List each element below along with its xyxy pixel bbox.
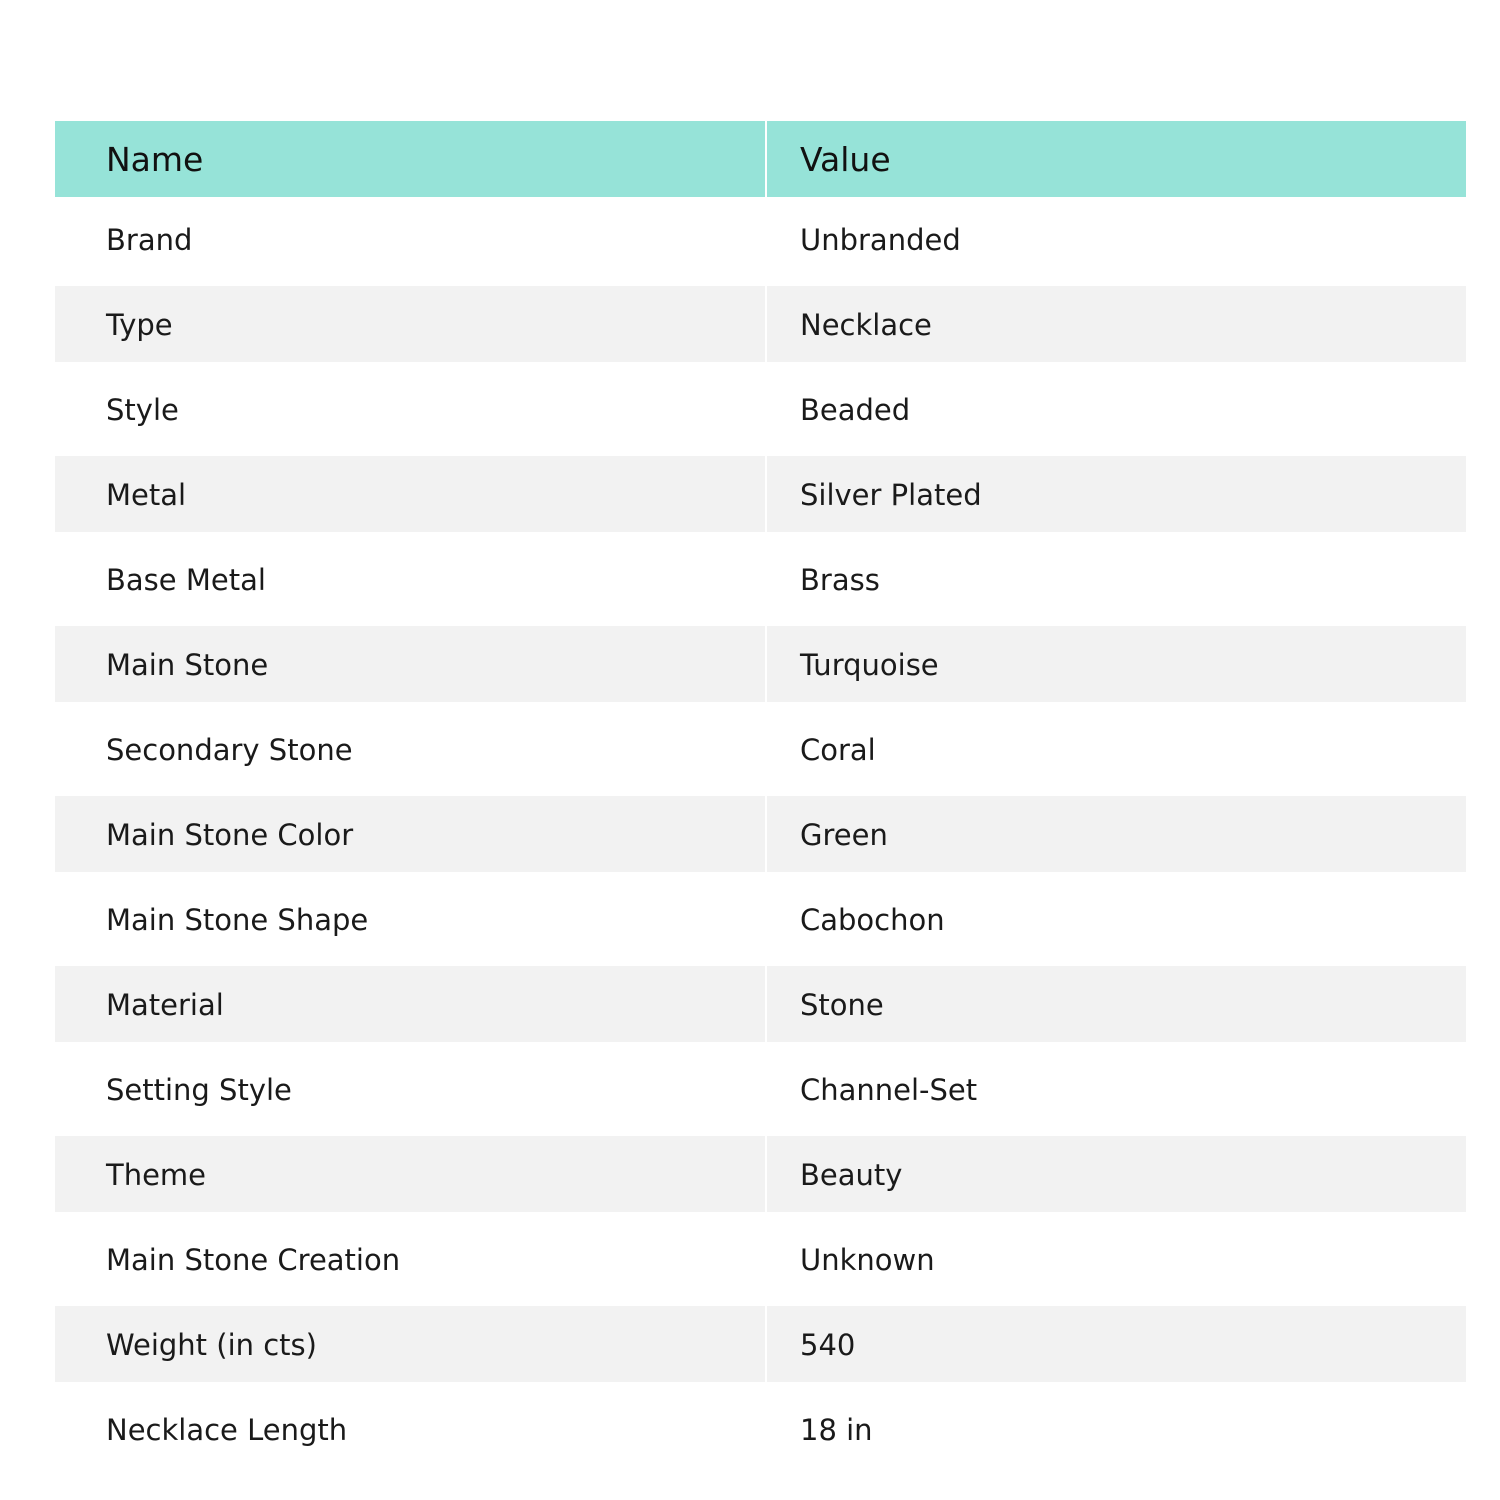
- column-header-value: Value: [766, 121, 1466, 197]
- attribute-value-cell: Brass: [800, 562, 880, 597]
- attribute-name-cell: Main Stone: [55, 622, 766, 707]
- attribute-name-cell: Necklace Length: [55, 1387, 766, 1472]
- attribute-name-cell: Setting Style: [55, 1047, 766, 1132]
- attribute-name-cell: Theme: [55, 1132, 766, 1217]
- attribute-value-cell: Cabochon: [800, 902, 945, 937]
- attribute-name-cell: Style: [55, 367, 766, 452]
- table-row: [55, 792, 1466, 877]
- attribute-name-cell: Metal: [55, 452, 766, 537]
- table-row: [55, 1302, 1466, 1387]
- attribute-name-cell: Type: [55, 282, 766, 367]
- column-header-name: Name: [55, 121, 766, 197]
- attribute-value-cell: Beauty: [766, 1132, 1466, 1217]
- table-row: [55, 282, 1466, 367]
- attribute-name-cell: Secondary Stone: [55, 707, 766, 792]
- attribute-value-cell: Beaded: [800, 392, 911, 427]
- attribute-name-cell: Brand: [55, 197, 766, 282]
- attribute-name-cell: Main Stone Shape: [55, 877, 766, 962]
- attribute-value-cell: Green: [766, 792, 1466, 877]
- attribute-value-cell: 18 in: [800, 1412, 873, 1447]
- table-row: [55, 877, 1466, 962]
- table-row: [55, 707, 1466, 792]
- table-row: [55, 197, 1466, 282]
- attribute-name-cell: Main Stone Creation: [55, 1217, 766, 1302]
- table-row: [55, 1387, 1466, 1472]
- table-row: [55, 1217, 1466, 1302]
- table-row: [55, 1047, 1466, 1132]
- table-row: [55, 962, 1466, 1047]
- table-row: [55, 452, 1466, 537]
- attribute-value-cell: Unbranded: [800, 222, 961, 257]
- attribute-value-cell: Stone: [766, 962, 1466, 1047]
- attribute-value-cell: Unknown: [800, 1242, 935, 1277]
- table-row: [55, 537, 1466, 622]
- attribute-name-cell: Weight (in cts): [55, 1302, 766, 1387]
- table-body: [55, 197, 1466, 1472]
- attribute-value-cell: 540: [766, 1302, 1466, 1387]
- table-row: [55, 1132, 1466, 1217]
- attribute-name-cell: Main Stone Color: [55, 792, 766, 877]
- table-row: [55, 622, 1466, 707]
- spec-table: [55, 121, 1466, 1472]
- attribute-name-cell: Material: [55, 962, 766, 1047]
- attribute-value-cell: Coral: [800, 732, 876, 767]
- table-row: [55, 367, 1466, 452]
- attribute-value-cell: Turquoise: [766, 622, 1466, 707]
- attribute-value-cell: Necklace: [766, 282, 1466, 367]
- attribute-value-cell: Silver Plated: [766, 452, 1466, 537]
- table-header-row: [55, 121, 1466, 197]
- attribute-name-cell: Base Metal: [55, 537, 766, 622]
- attribute-value-cell: Channel-Set: [800, 1072, 978, 1107]
